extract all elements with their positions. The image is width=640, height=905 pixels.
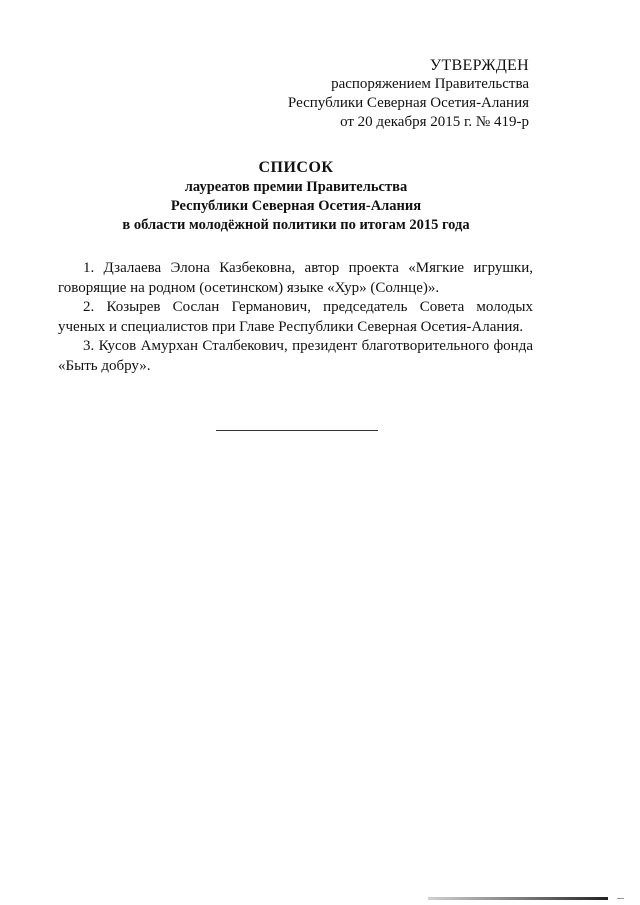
approval-line-date-number: от 20 декабря 2015 г. № 419-р (340, 114, 529, 130)
approval-line-republic: Республики Северная Осетия-Алания (287, 95, 529, 111)
approval-block (209, 56, 529, 132)
scan-edge-mark-tail (617, 898, 624, 899)
page-title: СПИСОК (258, 159, 334, 176)
heading-line-laureates: лауреатов премии Правительства (184, 179, 408, 195)
list-item: 3. Кусов Амурхан Сталбекович, президент благотворительного фонда «Быть добру». (58, 338, 533, 374)
list-item: 2. Козырев Сослан Германович, председатель Совета молодых ученых и специалистов при Главе Республики Северная Осетия-Алания. (58, 299, 533, 335)
approval-line-order: распоряжением Правительства (331, 76, 529, 92)
document-heading (96, 158, 496, 235)
heading-line-field-year: в области молодёжной политики по итогам 2015 года (122, 217, 470, 233)
laureates-list (58, 259, 533, 376)
list-item: 1. Дзалаева Элона Казбековна, автор проекта «Мягкие игрушки, говорящие на родном (осетинском) языке «Хур» (Солнце)». (58, 260, 533, 296)
closing-divider (216, 430, 378, 431)
approval-title: УТВЕРЖДЕН (429, 57, 529, 74)
heading-line-republic: Республики Северная Осетия-Алания (170, 198, 422, 214)
scan-edge-mark (428, 897, 608, 900)
